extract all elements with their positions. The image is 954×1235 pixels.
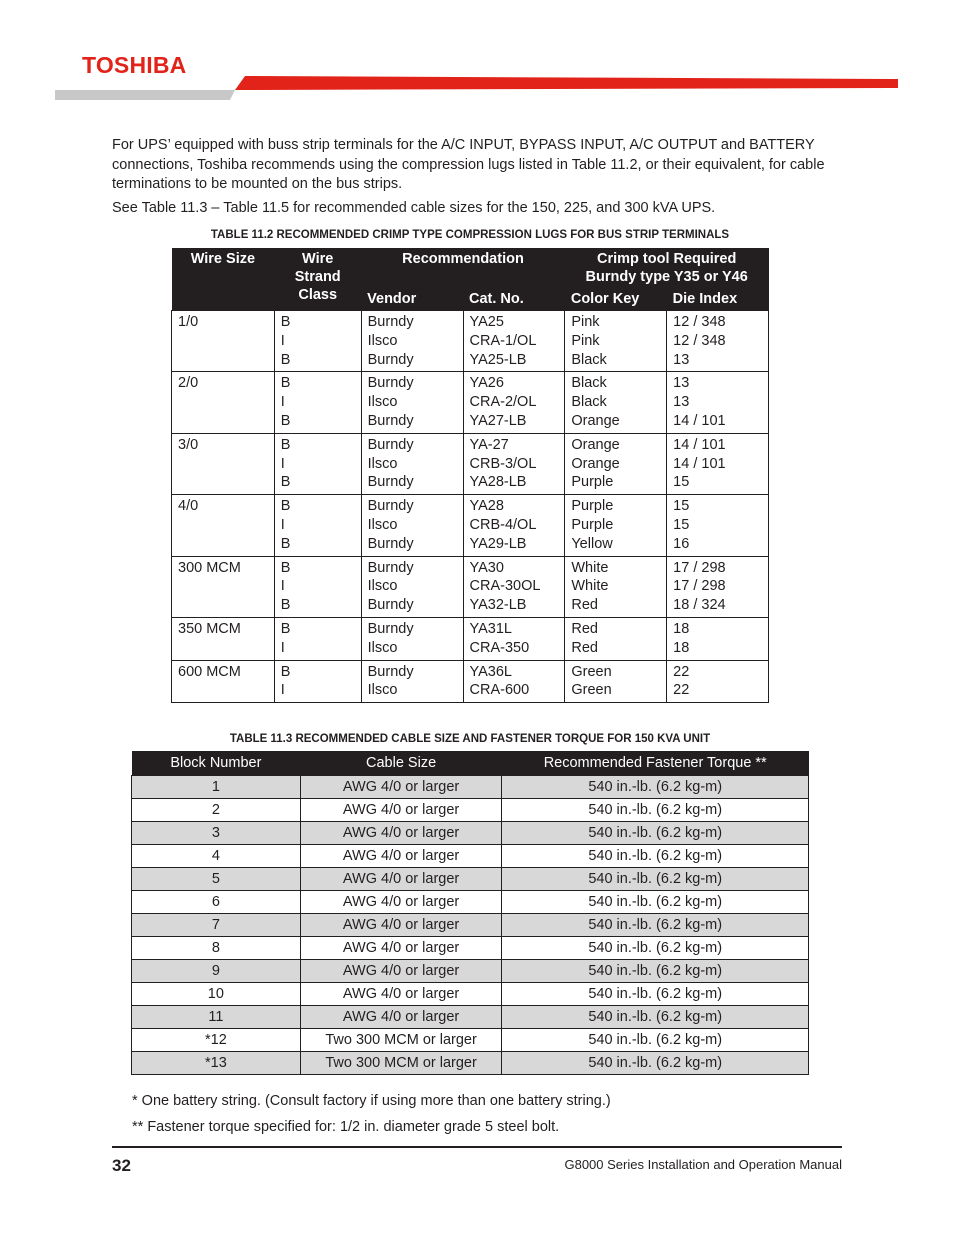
header-band — [55, 76, 898, 100]
table-row — [132, 983, 809, 1006]
cell-strand-class: B I B — [274, 372, 361, 433]
header-band-gray — [55, 90, 235, 100]
cell-fastener-torque: 540 in.-lb. (6.2 kg-m) — [502, 1029, 809, 1052]
header-cat-no: Cat. No. — [463, 288, 565, 311]
table-row — [172, 617, 769, 660]
table-row — [172, 372, 769, 433]
cell-vendor: Burndy Ilsco — [361, 660, 463, 703]
cell-wire-size: 4/0 — [172, 495, 275, 556]
cell-block-number: 1 — [132, 776, 301, 799]
cell-die-index: 15 15 16 — [667, 495, 769, 556]
cell-fastener-torque: 540 in.-lb. (6.2 kg-m) — [502, 1052, 809, 1075]
header-recommendation: Recommendation — [361, 248, 565, 288]
cell-cable-size: AWG 4/0 or larger — [300, 914, 502, 937]
cell-cable-size: AWG 4/0 or larger — [300, 937, 502, 960]
manual-title: G8000 Series Installation and Operation Manual — [564, 1157, 842, 1172]
cell-block-number: 4 — [132, 845, 301, 868]
cell-block-number: 6 — [132, 891, 301, 914]
table-row — [132, 776, 809, 799]
header-crimp-tool: Crimp tool Required Burndy type Y35 or Y46 — [565, 248, 769, 288]
cell-color-key: Orange Orange Purple — [565, 433, 667, 494]
cell-cat-no: YA36L CRA-600 — [463, 660, 565, 703]
table-row — [172, 660, 769, 703]
table-row — [132, 937, 809, 960]
cell-color-key: Black Black Orange — [565, 372, 667, 433]
cell-vendor: Burndy Ilsco Burndy — [361, 372, 463, 433]
cell-fastener-torque: 540 in.-lb. (6.2 kg-m) — [502, 937, 809, 960]
cell-strand-class: B I — [274, 617, 361, 660]
cell-cable-size: AWG 4/0 or larger — [300, 960, 502, 983]
cell-block-number: 2 — [132, 799, 301, 822]
cell-cable-size: AWG 4/0 or larger — [300, 845, 502, 868]
header-vendor: Vendor — [361, 288, 463, 311]
cell-cable-size: AWG 4/0 or larger — [300, 822, 502, 845]
cell-cable-size: AWG 4/0 or larger — [300, 868, 502, 891]
table-row — [172, 556, 769, 617]
cell-cable-size: AWG 4/0 or larger — [300, 983, 502, 1006]
cell-block-number: *12 — [132, 1029, 301, 1052]
cell-fastener-torque: 540 in.-lb. (6.2 kg-m) — [502, 960, 809, 983]
header-wire-size: Wire Size — [172, 248, 275, 311]
cell-fastener-torque: 540 in.-lb. (6.2 kg-m) — [502, 891, 809, 914]
cell-fastener-torque: 540 in.-lb. (6.2 kg-m) — [502, 845, 809, 868]
toshiba-logo: TOSHIBA — [82, 52, 187, 78]
cell-strand-class: B I — [274, 660, 361, 703]
cell-fastener-torque: 540 in.-lb. (6.2 kg-m) — [502, 822, 809, 845]
table-row — [132, 914, 809, 937]
cell-cat-no: YA30 CRA-30OL YA32-LB — [463, 556, 565, 617]
cell-cable-size: AWG 4/0 or larger — [300, 776, 502, 799]
cell-block-number: 3 — [132, 822, 301, 845]
cell-block-number: 9 — [132, 960, 301, 983]
cell-die-index: 18 18 — [667, 617, 769, 660]
cell-strand-class: B I B — [274, 311, 361, 372]
cell-block-number: 10 — [132, 983, 301, 1006]
intro-paragraph: For UPS’ equipped with buss strip terminals for the A/C INPUT, BYPASS INPUT, A/C OUTPUT and BATTERY connections, Toshiba recommends using the compression lugs listed in Table 11.2, or their equivalent, for cable terminations to be mounted on the bus strips. — [112, 137, 825, 192]
cell-vendor: Burndy Ilsco Burndy — [361, 311, 463, 372]
table-row — [132, 822, 809, 845]
cell-cat-no: YA31L CRA-350 — [463, 617, 565, 660]
cell-cat-no: YA28 CRB-4/OL YA29-LB — [463, 495, 565, 556]
table-row — [172, 433, 769, 494]
table-11-2-caption: TABLE 11.2 RECOMMENDED CRIMP TYPE COMPRESSION LUGS FOR BUS STRIP TERMINALS — [210, 229, 730, 241]
footer-rule — [112, 1146, 842, 1148]
header-block-number: Block Number — [132, 751, 301, 776]
table-row — [172, 495, 769, 556]
table-row — [172, 311, 769, 372]
cell-fastener-torque: 540 in.-lb. (6.2 kg-m) — [502, 914, 809, 937]
cell-fastener-torque: 540 in.-lb. (6.2 kg-m) — [502, 983, 809, 1006]
cell-wire-size: 300 MCM — [172, 556, 275, 617]
cell-block-number: 7 — [132, 914, 301, 937]
cell-vendor: Burndy Ilsco Burndy — [361, 556, 463, 617]
cell-wire-size: 1/0 — [172, 311, 275, 372]
cell-die-index: 17 / 298 17 / 298 18 / 324 — [667, 556, 769, 617]
footnote-battery-string: * One battery string. (Consult factory if using more than one battery string.) — [132, 1093, 611, 1109]
cell-die-index: 14 / 101 14 / 101 15 — [667, 433, 769, 494]
cell-die-index: 13 13 14 / 101 — [667, 372, 769, 433]
table-row — [132, 845, 809, 868]
cell-cable-size: Two 300 MCM or larger — [300, 1029, 502, 1052]
cell-cat-no: YA-27 CRB-3/OL YA28-LB — [463, 433, 565, 494]
table-row — [132, 1006, 809, 1029]
page-number: 32 — [112, 1156, 131, 1175]
cell-block-number: 8 — [132, 937, 301, 960]
cell-cat-no: YA25 CRA-1/OL YA25-LB — [463, 311, 565, 372]
cell-color-key: Red Red — [565, 617, 667, 660]
cell-block-number: 5 — [132, 868, 301, 891]
cell-strand-class: B I B — [274, 495, 361, 556]
table-row — [132, 799, 809, 822]
intro-paragraph-2: See Table 11.3 – Table 11.5 for recommended cable sizes for the 150, 225, and 300 kVA UPS. — [112, 200, 716, 216]
table-11-3-caption: TABLE 11.3 RECOMMENDED CABLE SIZE AND FASTENER TORQUE FOR 150 KVA UNIT — [229, 733, 711, 745]
cell-die-index: 22 22 — [667, 660, 769, 703]
table-row — [132, 960, 809, 983]
header-cable-size: Cable Size — [300, 751, 502, 776]
cell-cat-no: YA26 CRA-2/OL YA27-LB — [463, 372, 565, 433]
cell-cable-size: AWG 4/0 or larger — [300, 1006, 502, 1029]
cell-color-key: Pink Pink Black — [565, 311, 667, 372]
table-row — [132, 1052, 809, 1075]
cell-vendor: Burndy Ilsco — [361, 617, 463, 660]
cell-fastener-torque: 540 in.-lb. (6.2 kg-m) — [502, 776, 809, 799]
header-color-key: Color Key — [565, 288, 667, 311]
cell-cable-size: AWG 4/0 or larger — [300, 891, 502, 914]
table-row — [132, 1029, 809, 1052]
cell-die-index: 12 / 348 12 / 348 13 — [667, 311, 769, 372]
header-fastener-torque: Recommended Fastener Torque ** — [502, 751, 809, 776]
cell-cable-size: AWG 4/0 or larger — [300, 799, 502, 822]
table-row — [132, 891, 809, 914]
table-row — [132, 868, 809, 891]
cell-fastener-torque: 540 in.-lb. (6.2 kg-m) — [502, 1006, 809, 1029]
cell-block-number: *13 — [132, 1052, 301, 1075]
compression-lugs-table — [171, 248, 769, 703]
cell-color-key: Green Green — [565, 660, 667, 703]
cell-block-number: 11 — [132, 1006, 301, 1029]
cell-wire-size: 600 MCM — [172, 660, 275, 703]
cell-wire-size: 3/0 — [172, 433, 275, 494]
cell-cable-size: Two 300 MCM or larger — [300, 1052, 502, 1075]
cell-vendor: Burndy Ilsco Burndy — [361, 433, 463, 494]
cell-fastener-torque: 540 in.-lb. (6.2 kg-m) — [502, 799, 809, 822]
header-wire-strand-class: Wire Strand Class — [274, 248, 361, 311]
footnote-fastener-torque: ** Fastener torque specified for: 1/2 in. diameter grade 5 steel bolt. — [132, 1119, 560, 1135]
cell-wire-size: 2/0 — [172, 372, 275, 433]
cell-vendor: Burndy Ilsco Burndy — [361, 495, 463, 556]
header-die-index: Die Index — [667, 288, 769, 311]
cell-strand-class: B I B — [274, 556, 361, 617]
cell-fastener-torque: 540 in.-lb. (6.2 kg-m) — [502, 868, 809, 891]
cell-strand-class: B I B — [274, 433, 361, 494]
cell-wire-size: 350 MCM — [172, 617, 275, 660]
header-band-red — [235, 76, 898, 90]
cell-color-key: Purple Purple Yellow — [565, 495, 667, 556]
cell-color-key: White White Red — [565, 556, 667, 617]
cable-torque-table — [131, 751, 809, 1075]
